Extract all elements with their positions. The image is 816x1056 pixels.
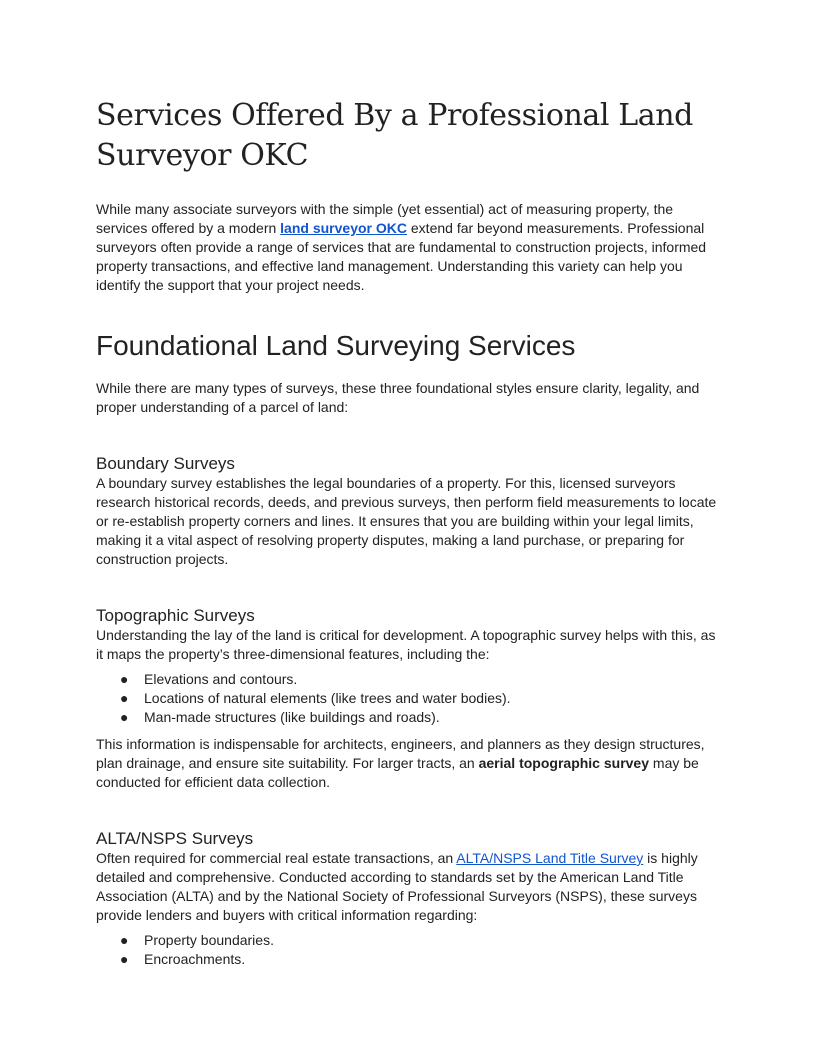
intro-text-start: While many associate surveyors with the simple (yet essential) act of measuring property, the services offered by a modern — [96, 201, 674, 236]
alta-nsps-surveys-heading: ALTA/NSPS Surveys — [96, 829, 254, 848]
page-title: Services Offered By a Professional Land Surveyor OKC — [96, 98, 693, 173]
alta-text-end: is highly detailed and comprehensive. Conducted according to standards set by the American Land Title Association (ALTA) and by the National Society of Professional Surveyors (NSPS), these surveys provide lenders and buyers with critical information regarding: — [96, 850, 698, 923]
document-page — [96, 96, 720, 969]
bullet-icon: ● — [120, 671, 129, 687]
topographic-features-list — [96, 670, 720, 727]
list-item — [96, 689, 720, 708]
followup-text-start: This information is indispensable for architects, engineers, and planners as they design structures, plan drainage, and ensure site suitability. For larger tracts, an — [96, 736, 705, 771]
topographic-surveys-followup — [96, 735, 720, 792]
boundary-surveys-body: A boundary survey establishes the legal boundaries of a property. For this, licensed surveyors research historical records, deeds, and previous surveys, then perform field measurements to locate or re-establish property corners and lines. It ensures that you are building within your legal limits, making it a vital aspect of resolving property disputes, making a land purchase, or preparing for construction projects. — [96, 475, 717, 567]
list-item-text: Property boundaries. — [144, 932, 274, 948]
land-surveyor-okc-link[interactable]: land surveyor OKC — [280, 220, 407, 236]
topographic-surveys-body: Understanding the lay of the land is critical for development. A topographic survey helps with this, as it maps the property’s three-dimensional features, including the: — [96, 627, 716, 662]
list-item — [96, 670, 720, 689]
boundary-surveys-section — [96, 454, 720, 569]
bullet-icon: ● — [120, 709, 129, 725]
section-lead-paragraph: While there are many types of surveys, these three foundational styles ensure clarity, legality, and proper understanding of a parcel of land: — [96, 380, 700, 415]
aerial-topographic-survey-emphasis: aerial topographic survey — [478, 755, 650, 771]
followup-text-end: may be conducted for efficient data collection. — [96, 755, 699, 790]
alta-info-list — [96, 931, 720, 969]
topographic-surveys-section — [96, 606, 720, 792]
bullet-icon: ● — [120, 690, 129, 706]
list-item-text: Man-made structures (like buildings and roads). — [144, 709, 440, 725]
bullet-icon: ● — [120, 932, 129, 948]
list-item-text: Locations of natural elements (like trees and water bodies). — [144, 690, 511, 706]
boundary-surveys-heading: Boundary Surveys — [96, 454, 235, 473]
list-item-text: Encroachments. — [144, 951, 246, 967]
intro-paragraph — [96, 200, 720, 295]
topographic-surveys-heading: Topographic Surveys — [96, 606, 255, 625]
section-heading: Foundational Land Surveying Services — [96, 330, 576, 361]
intro-text-end: extend far beyond measurements. Professional surveyors often provide a range of services that are fundamental to construction projects, informed property transactions, and effective land management. Understanding this variety can help you identify the support that your project needs. — [96, 220, 707, 293]
alta-nsps-land-title-survey-link[interactable]: ALTA/NSPS Land Title Survey — [456, 850, 644, 866]
list-item — [96, 950, 720, 969]
bullet-icon: ● — [120, 951, 129, 967]
alta-nsps-surveys-section — [96, 829, 720, 969]
list-item — [96, 708, 720, 727]
alta-nsps-surveys-body — [96, 849, 720, 925]
alta-text-start: Often required for commercial real estate transactions, an — [96, 850, 457, 866]
list-item-text: Elevations and contours. — [144, 671, 298, 687]
list-item — [96, 931, 720, 950]
